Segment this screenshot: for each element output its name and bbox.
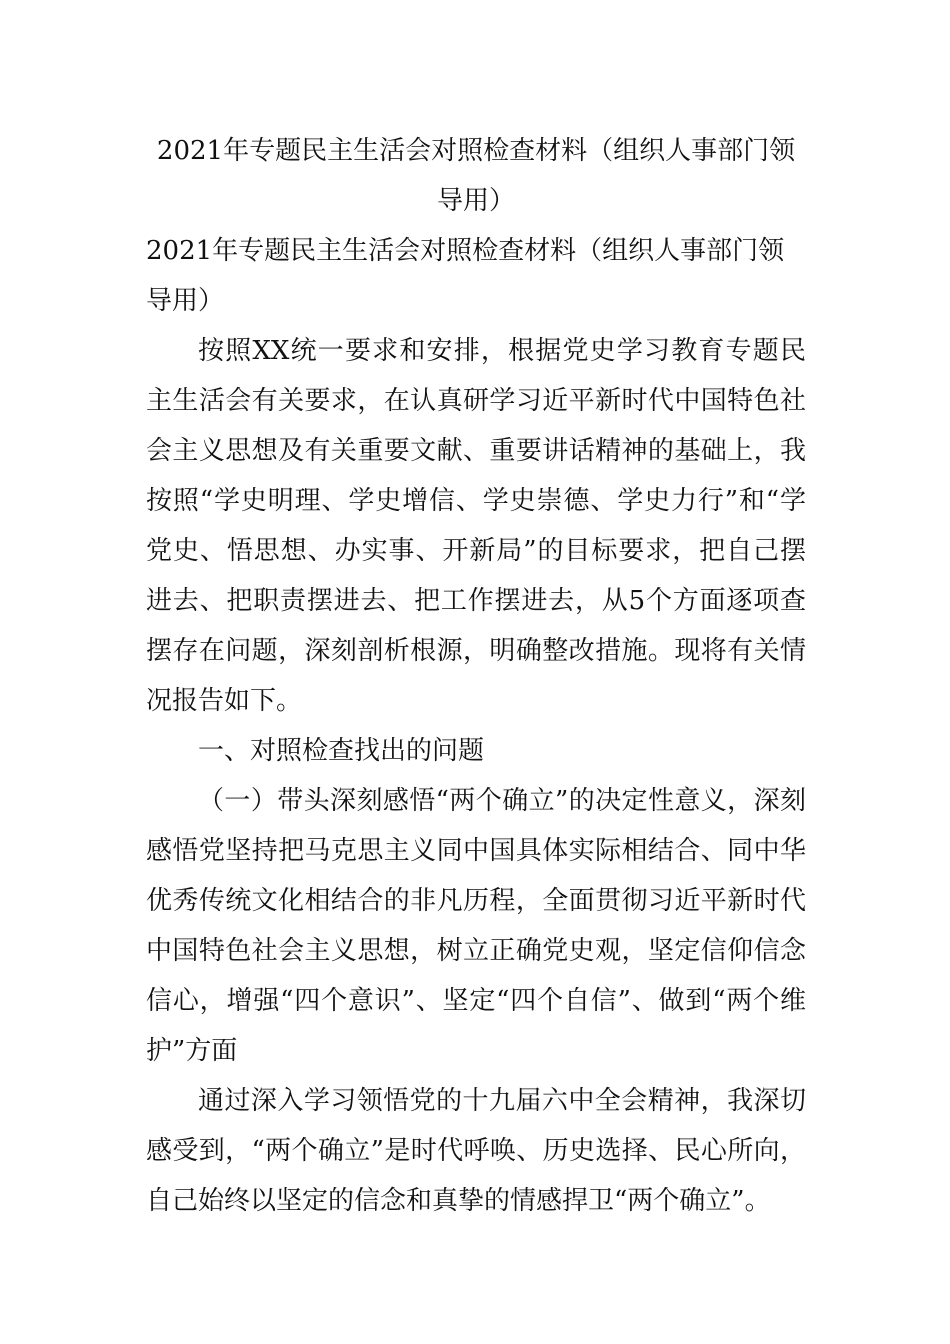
document-title: 2021年专题民主生活会对照检查材料（组织人事部门领导用） bbox=[156, 136, 796, 216]
section-heading: 一、对照检查找出的问题 bbox=[198, 736, 485, 766]
subsection-heading: （一）带头深刻感悟“两个确立”的决定性意义，深刻感悟党坚持把马克思主义同中国具体实际相结合、同中华优秀传统文化相结合的非凡历程，全面贯彻习近平新时代中国特色社会主义思想，树立正确党史观，坚定信仰信念信心，增强“四个意识”、坚定“四个自信”、做到“两个维护”方面 bbox=[146, 786, 806, 1066]
intro-paragraph: 按照XX统一要求和安排，根据党史学习教育专题民主生活会有关要求，在认真研学习近平新时代中国特色社会主义思想及有关重要文献、重要讲话精神的基础上，我按照“学史明理、学史增信、学史崇德、学史力行”和“学党史、悟思想、办实事、开新局”的目标要求，把自己摆进去、把职责摆进去、把工作摆进去，从5个方面逐项查摆存在问题，深刻剖析根源，明确整改措施。现将有关情况报告如下。 bbox=[146, 336, 806, 716]
body-paragraph: 通过深入学习领悟党的十九届六中全会精神，我深切感受到，“两个确立”是时代呼唤、历史选择、民心所向，自己始终以坚定的信念和真挚的情感捍卫“两个确立”。 bbox=[146, 1086, 806, 1216]
document-subtitle: 2021年专题民主生活会对照检查材料（组织人事部门领导用） bbox=[146, 236, 785, 316]
document-page bbox=[146, 126, 806, 1226]
